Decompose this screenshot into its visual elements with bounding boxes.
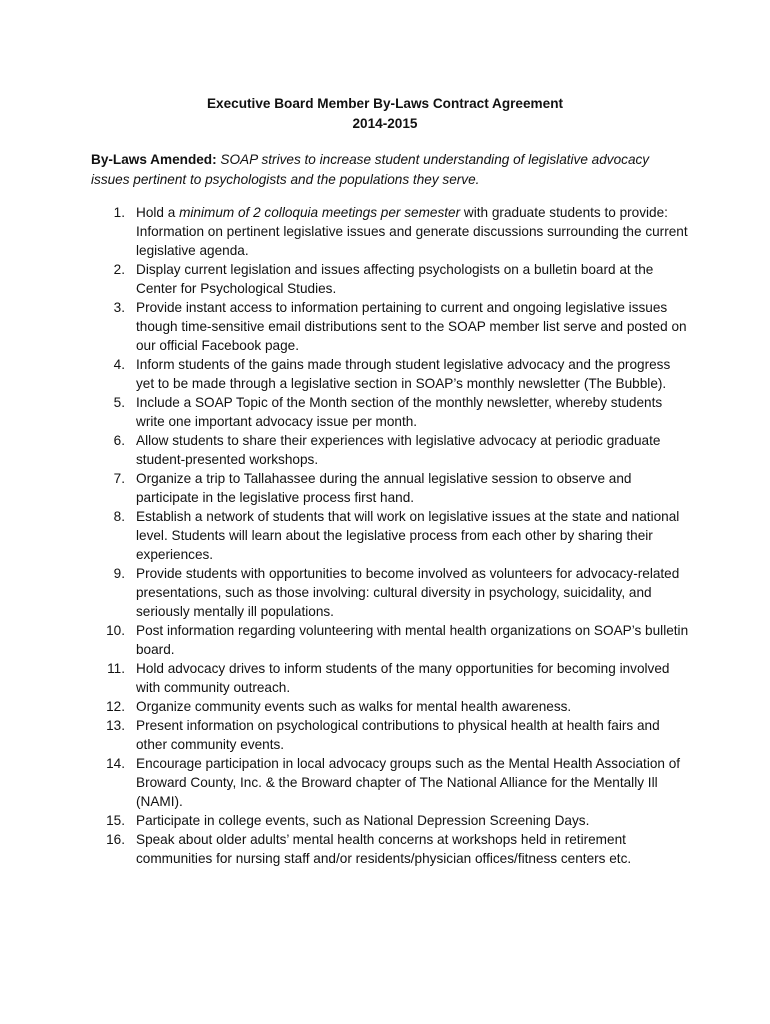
list-item bbox=[91, 298, 691, 355]
item-text: Hold advocacy drives to inform students of the many opportunities for becoming involved with community outreach. bbox=[136, 661, 670, 695]
item-text: Display current legislation and issues affecting psychologists on a bulletin board at the Center for Psychological Studies. bbox=[136, 262, 654, 296]
item-number: 7. bbox=[113, 471, 125, 486]
list-item bbox=[91, 507, 691, 564]
item-text: Speak about older adults’ mental health concerns at workshops held in retirement communities for nursing staff and/or residents/physician offices/fitness centers etc. bbox=[136, 832, 632, 866]
item-number: 14. bbox=[106, 756, 125, 771]
item-text: Present information on psychological contributions to physical health at health fairs and other community events. bbox=[136, 718, 660, 752]
item-number: 8. bbox=[113, 509, 125, 524]
list-item bbox=[91, 697, 691, 716]
item-number: 1. bbox=[113, 205, 125, 220]
list-item bbox=[91, 830, 691, 868]
item-text: Encourage participation in local advocacy groups such as the Mental Health Association of Broward County, Inc. & the Broward chapter of The National Alliance for the Mentally Ill (NAMI). bbox=[136, 756, 681, 809]
list-item bbox=[91, 469, 691, 507]
item-number: 6. bbox=[113, 433, 125, 448]
list-item bbox=[91, 754, 691, 811]
list-item bbox=[91, 260, 691, 298]
list-item bbox=[91, 355, 691, 393]
list-item bbox=[91, 431, 691, 469]
item-text-after: with graduate students to provide: Information on pertinent legislative issues and generate discussions surrounding the current legislative agenda. bbox=[136, 205, 688, 258]
intro-lead: By-Laws Amended: bbox=[91, 152, 217, 167]
item-number: 13. bbox=[106, 718, 125, 733]
intro-text: SOAP strives to increase student understanding of legislative advocacy issues pertinent to psychologists and the populations they serve. bbox=[91, 152, 650, 187]
item-text: Inform students of the gains made through student legislative advocacy and the progress yet to be made through a legislative section in SOAP’s monthly newsletter (The Bubble). bbox=[136, 357, 671, 391]
item-text: Allow students to share their experiences with legislative advocacy at periodic graduate student-presented workshops. bbox=[136, 433, 661, 467]
item-number: 12. bbox=[106, 699, 125, 714]
item-number: 9. bbox=[113, 566, 125, 581]
item-text: Organize a trip to Tallahassee during the annual legislative session to observe and participate in the legislative process first hand. bbox=[136, 471, 632, 505]
item-number: 15. bbox=[106, 813, 125, 828]
list-item bbox=[91, 393, 691, 431]
list-item bbox=[91, 716, 691, 754]
document-year: 2014-2015 bbox=[352, 116, 418, 131]
bylaws-list bbox=[91, 203, 691, 868]
item-text: Post information regarding volunteering with mental health organizations on SOAP’s bulletin board. bbox=[136, 623, 689, 657]
item-number: 11. bbox=[107, 661, 125, 676]
item-text: Provide instant access to information pertaining to current and ongoing legislative issues though time-sensitive email distributions sent to the SOAP member list serve and posted on our official Facebook page. bbox=[136, 300, 687, 353]
item-text: Establish a network of students that will work on legislative issues at the state and national level. Students will learn about the legislative process from each other by sharing their experiences. bbox=[136, 509, 680, 562]
list-item bbox=[91, 564, 691, 621]
list-item bbox=[91, 203, 691, 260]
item-text: Include a SOAP Topic of the Month section of the monthly newsletter, whereby students write one important advocacy issue per month. bbox=[136, 395, 663, 429]
item-text: Provide students with opportunities to become involved as volunteers for advocacy-related presentations, such as those involving: cultural diversity in psychology, suicidality, and seriously mentally ill populations. bbox=[136, 566, 680, 619]
item-text-before: Hold a bbox=[136, 205, 180, 220]
item-number: 2. bbox=[113, 262, 125, 277]
list-item bbox=[91, 811, 691, 830]
item-number: 3. bbox=[113, 300, 125, 315]
document-header bbox=[0, 94, 770, 134]
document-title: Executive Board Member By-Laws Contract Agreement bbox=[206, 96, 564, 111]
bylaws-intro bbox=[91, 150, 691, 189]
list-item bbox=[91, 659, 691, 697]
item-number: 4. bbox=[113, 357, 125, 372]
item-number: 10. bbox=[106, 623, 125, 638]
item-text: Organize community events such as walks for mental health awareness. bbox=[136, 699, 572, 714]
item-number: 5. bbox=[113, 395, 125, 410]
item-text: Participate in college events, such as National Depression Screening Days. bbox=[136, 813, 590, 828]
list-item bbox=[91, 621, 691, 659]
item-text-emphasis: minimum of 2 colloquia meetings per semester bbox=[179, 205, 461, 220]
item-number: 16. bbox=[106, 832, 125, 847]
